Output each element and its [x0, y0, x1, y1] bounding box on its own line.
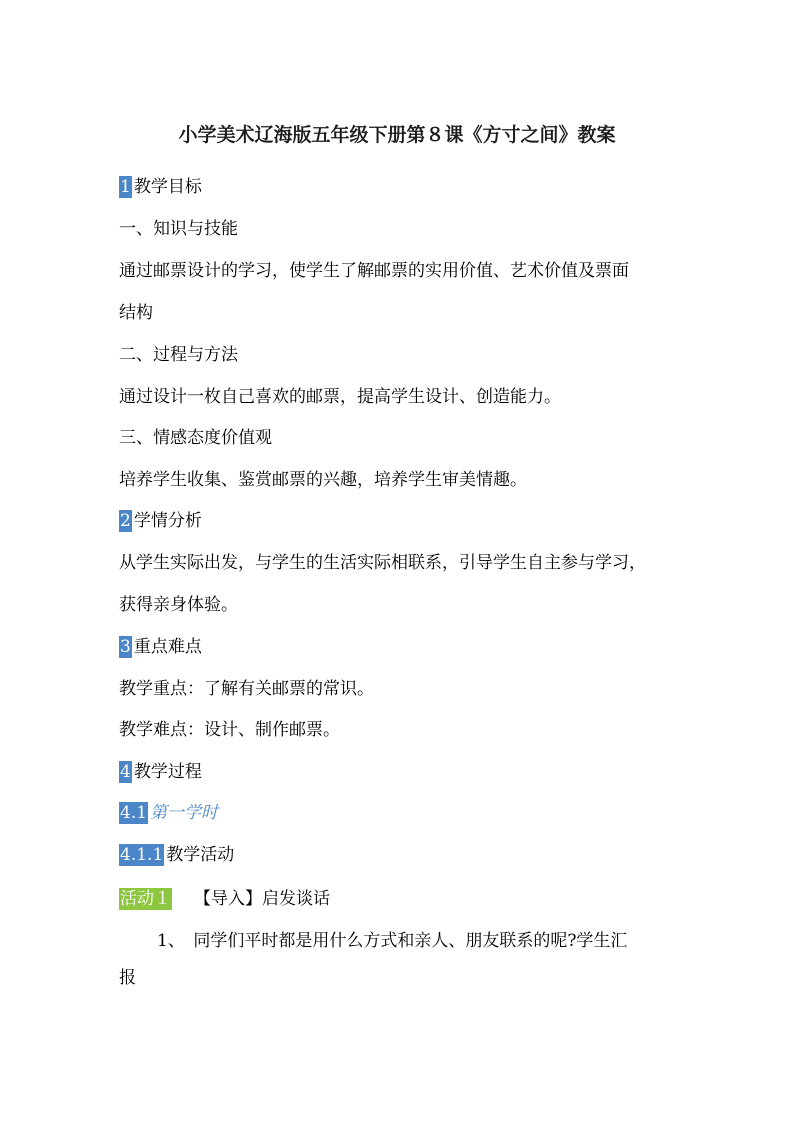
section-title: 重点难点: [133, 637, 202, 657]
section-1-heading: [119, 176, 202, 198]
section-title: 教学过程: [133, 762, 202, 782]
emotion-values-heading: 三、情感态度价值观: [119, 428, 272, 448]
process-methods-heading: 二、过程与方法: [119, 345, 238, 365]
emotion-values-text: 培养学生收集、鉴赏邮票的兴趣，培养学生审美情趣。: [119, 470, 527, 490]
analysis-text-continued: 获得亲身体验。: [119, 595, 238, 615]
section-title: 教学活动: [166, 845, 235, 865]
document-title: 小学美术辽海版五年级下册第８课《方寸之间》教案: [178, 124, 616, 146]
key-point-text: 教学重点：了解有关邮票的常识。: [119, 679, 374, 699]
section-4-1-1-heading: [119, 844, 234, 866]
section-title: 第一学时: [150, 803, 219, 823]
section-3-heading: [119, 636, 202, 658]
knowledge-skills-text: 通过邮票设计的学习，使学生了解邮票的实用价值、艺术价值及票面: [119, 261, 629, 281]
section-title: 学情分析: [133, 511, 202, 531]
section-number: 4.1: [120, 803, 148, 823]
activity-1-heading: [119, 888, 330, 910]
section-4-heading: [119, 761, 202, 783]
section-number: 4: [120, 762, 131, 782]
section-number: 4.1.1: [120, 845, 164, 865]
section-number: 1: [120, 177, 131, 197]
section-title: 教学目标: [133, 177, 202, 197]
section-4-1-heading: [119, 802, 218, 824]
analysis-text: 从学生实际出发，与学生的生活实际相联系，引导学生自主参与学习，: [119, 553, 646, 573]
process-methods-text: 通过设计一枚自己喜欢的邮票，提高学生设计、创造能力。: [119, 387, 561, 407]
activity-tag: 活动１: [120, 889, 171, 909]
activity-title: 【导入】启发谈话: [194, 889, 330, 909]
knowledge-skills-heading: 一、知识与技能: [119, 219, 238, 239]
question-item-1-continued: 报: [119, 968, 136, 988]
section-number: 2: [120, 511, 131, 531]
difficult-point-text: 教学难点：设计、制作邮票。: [119, 720, 340, 740]
section-2-heading: [119, 510, 202, 532]
knowledge-skills-text-continued: 结构: [119, 303, 153, 323]
section-number: 3: [120, 637, 131, 657]
question-item-1: 1、 同学们平时都是用什么方式和亲人、朋友联系的呢?学生汇: [157, 931, 628, 951]
